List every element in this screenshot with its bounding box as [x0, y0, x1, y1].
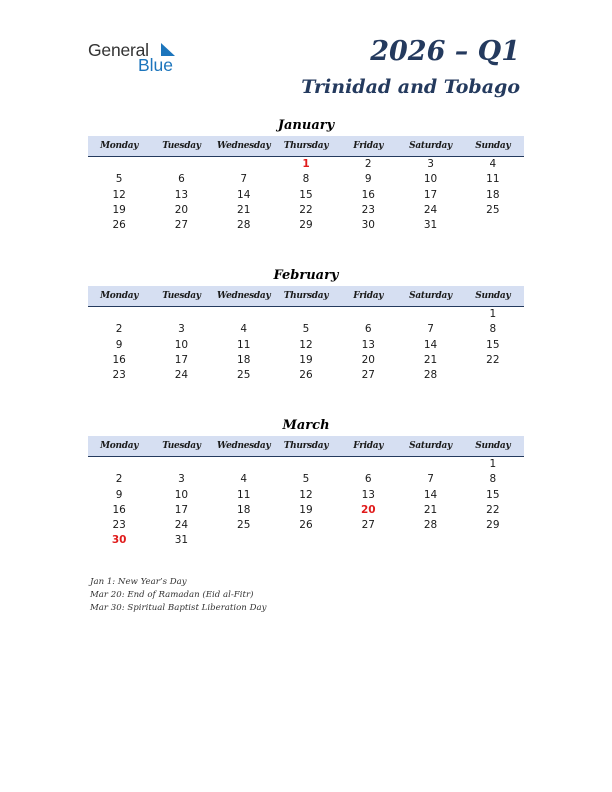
logo-text-blue: Blue [138, 55, 174, 75]
day-cell: 20 [360, 503, 376, 516]
month-grid [88, 157, 524, 233]
empty-day-cell [462, 533, 524, 548]
day-cell: 22 [486, 353, 500, 366]
week-row [88, 472, 524, 487]
week-row [88, 307, 524, 322]
week-row [88, 533, 524, 548]
day-cell: 14 [423, 488, 438, 501]
day-cell: 15 [486, 338, 500, 351]
day-cell: 19 [299, 353, 313, 366]
day-cell: 3 [427, 158, 434, 170]
weekday-label: Wednesday [217, 291, 271, 301]
empty-day-cell [462, 218, 524, 233]
day-cell: 4 [240, 473, 248, 486]
empty-day-cell [462, 368, 524, 383]
day-cell: 11 [237, 488, 251, 501]
day-cell: 12 [299, 338, 313, 351]
day-cell: 17 [423, 188, 438, 201]
week-row [88, 203, 524, 218]
day-cell: 6 [364, 323, 372, 336]
month-march [88, 416, 524, 549]
week-row [88, 353, 524, 368]
weekday-label: Thursday [283, 291, 329, 301]
day-cell: 13 [174, 188, 189, 201]
empty-day-cell [213, 457, 275, 472]
empty-day-cell [150, 307, 212, 322]
day-cell: 11 [486, 173, 500, 186]
day-cell: 18 [237, 353, 251, 366]
weekday-label: Sunday [475, 141, 511, 151]
empty-day-cell [337, 307, 399, 322]
weekday-label: Sunday [475, 441, 511, 451]
day-cell: 17 [174, 503, 189, 516]
weekday-label: Wednesday [217, 141, 271, 151]
weekday-label: Tuesday [162, 441, 201, 451]
weekday-label: Thursday [283, 441, 329, 451]
day-cell: 28 [423, 519, 438, 532]
day-cell: 7 [427, 323, 434, 336]
month-title: January [277, 118, 335, 133]
week-row [88, 322, 524, 337]
weekday-label: Saturday [409, 141, 452, 151]
day-cell: 14 [423, 338, 438, 351]
day-cell: 3 [178, 323, 185, 336]
day-cell: 31 [423, 219, 438, 232]
day-cell: 19 [112, 203, 126, 216]
empty-day-cell [150, 457, 212, 472]
holiday-note: Mar 30: Spiritual Baptist Liberation Day [90, 603, 267, 613]
weekday-label: Sunday [475, 291, 511, 301]
day-cell: 12 [112, 188, 126, 201]
day-cell: 2 [115, 473, 123, 486]
empty-day-cell [213, 533, 275, 548]
day-cell: 11 [237, 338, 251, 351]
empty-day-cell [213, 157, 275, 172]
day-cell: 26 [299, 519, 313, 532]
day-cell: 24 [174, 519, 189, 532]
weekday-label: Wednesday [217, 441, 271, 451]
day-cell: 8 [489, 323, 497, 336]
month-grid [88, 457, 524, 549]
day-cell: 8 [489, 473, 497, 486]
day-cell: 26 [112, 219, 126, 232]
day-cell: 7 [427, 473, 434, 486]
weekday-header [88, 286, 524, 307]
day-cell: 14 [237, 188, 251, 201]
day-cell: 18 [486, 188, 500, 201]
day-cell: 25 [237, 369, 251, 382]
weekday-label: Friday [353, 291, 384, 301]
empty-day-cell [275, 533, 337, 548]
day-cell: 21 [423, 353, 438, 366]
month-title: March [282, 418, 330, 433]
day-cell: 15 [299, 188, 313, 201]
day-cell: 30 [111, 534, 127, 547]
day-cell: 20 [361, 353, 375, 366]
generalblue-logo [88, 40, 188, 76]
weekday-label: Thursday [283, 141, 329, 151]
day-cell: 2 [364, 158, 372, 170]
week-row [88, 503, 524, 518]
day-cell: 25 [486, 203, 500, 216]
day-cell: 8 [302, 173, 310, 186]
weekday-label: Tuesday [162, 141, 201, 151]
weekday-label: Monday [100, 141, 139, 151]
empty-day-cell [88, 157, 150, 172]
day-cell: 28 [237, 219, 251, 232]
day-cell: 18 [237, 503, 251, 516]
day-cell: 22 [299, 203, 313, 216]
day-cell: 1 [489, 308, 497, 320]
week-row [88, 157, 524, 172]
day-cell: 20 [174, 203, 189, 216]
day-cell: 29 [299, 219, 313, 232]
day-cell: 17 [174, 353, 189, 366]
month-january [88, 116, 524, 233]
week-row [88, 457, 524, 472]
empty-day-cell [88, 307, 150, 322]
day-cell: 1 [302, 158, 310, 170]
week-row [88, 488, 524, 503]
day-cell: 27 [361, 369, 375, 382]
day-cell: 16 [112, 503, 126, 516]
weekday-header [88, 136, 524, 157]
empty-day-cell [337, 457, 399, 472]
day-cell: 22 [486, 503, 500, 516]
holiday-note: Jan 1: New Year’s Day [90, 577, 187, 587]
weekday-header [88, 436, 524, 457]
weekday-label: Friday [353, 141, 384, 151]
day-cell: 9 [115, 488, 123, 501]
day-cell: 26 [299, 369, 313, 382]
day-cell: 10 [423, 173, 438, 186]
country-subtitle: Trinidad and Tobago [301, 76, 520, 98]
day-cell: 25 [237, 519, 251, 532]
day-cell: 24 [174, 369, 189, 382]
empty-day-cell [213, 307, 275, 322]
day-cell: 12 [299, 488, 313, 501]
day-cell: 30 [361, 219, 375, 232]
day-cell: 29 [486, 519, 500, 532]
day-cell: 16 [361, 188, 375, 201]
day-cell: 21 [237, 203, 251, 216]
day-cell: 4 [240, 323, 248, 336]
weekday-label: Saturday [409, 441, 452, 451]
empty-day-cell [399, 457, 461, 472]
empty-day-cell [399, 307, 461, 322]
week-row [88, 188, 524, 203]
holiday-note: Mar 20: End of Ramadan (Eid al-Fitr) [90, 590, 254, 600]
week-row [88, 338, 524, 353]
empty-day-cell [275, 457, 337, 472]
week-row [88, 518, 524, 533]
month-february [88, 266, 524, 383]
day-cell: 6 [178, 173, 185, 186]
logo-text-general: General [88, 40, 149, 60]
day-cell: 28 [423, 369, 438, 382]
day-cell: 31 [174, 534, 189, 547]
day-cell: 5 [302, 323, 310, 336]
empty-day-cell [88, 457, 150, 472]
page-title: 2026 – Q1 [370, 36, 520, 67]
empty-day-cell [275, 307, 337, 322]
empty-day-cell [150, 157, 212, 172]
day-cell: 19 [299, 503, 313, 516]
day-cell: 9 [364, 173, 372, 186]
day-cell: 10 [174, 488, 189, 501]
weekday-label: Tuesday [162, 291, 201, 301]
weekday-label: Monday [100, 291, 139, 301]
day-cell: 23 [361, 203, 375, 216]
day-cell: 4 [489, 158, 497, 170]
day-cell: 1 [489, 458, 497, 470]
empty-day-cell [399, 533, 461, 548]
day-cell: 7 [240, 173, 248, 186]
day-cell: 5 [115, 173, 123, 186]
day-cell: 5 [302, 473, 310, 486]
day-cell: 13 [361, 338, 375, 351]
day-cell: 2 [115, 323, 123, 336]
day-cell: 23 [112, 519, 126, 532]
day-cell: 6 [364, 473, 372, 486]
day-cell: 10 [174, 338, 189, 351]
weekday-label: Saturday [409, 291, 452, 301]
day-cell: 16 [112, 353, 126, 366]
weekday-label: Monday [100, 441, 139, 451]
holiday-notes [90, 576, 266, 615]
weekday-label: Friday [353, 441, 384, 451]
week-row [88, 218, 524, 233]
day-cell: 3 [178, 473, 185, 486]
day-cell: 24 [423, 203, 438, 216]
day-cell: 21 [423, 503, 438, 516]
week-row [88, 368, 524, 383]
day-cell: 9 [115, 338, 123, 351]
empty-day-cell [337, 533, 399, 548]
week-row [88, 172, 524, 187]
day-cell: 27 [361, 519, 375, 532]
day-cell: 23 [112, 369, 126, 382]
month-grid [88, 307, 524, 383]
day-cell: 15 [486, 488, 500, 501]
month-title: February [273, 268, 339, 283]
day-cell: 27 [174, 219, 189, 232]
day-cell: 13 [361, 488, 375, 501]
